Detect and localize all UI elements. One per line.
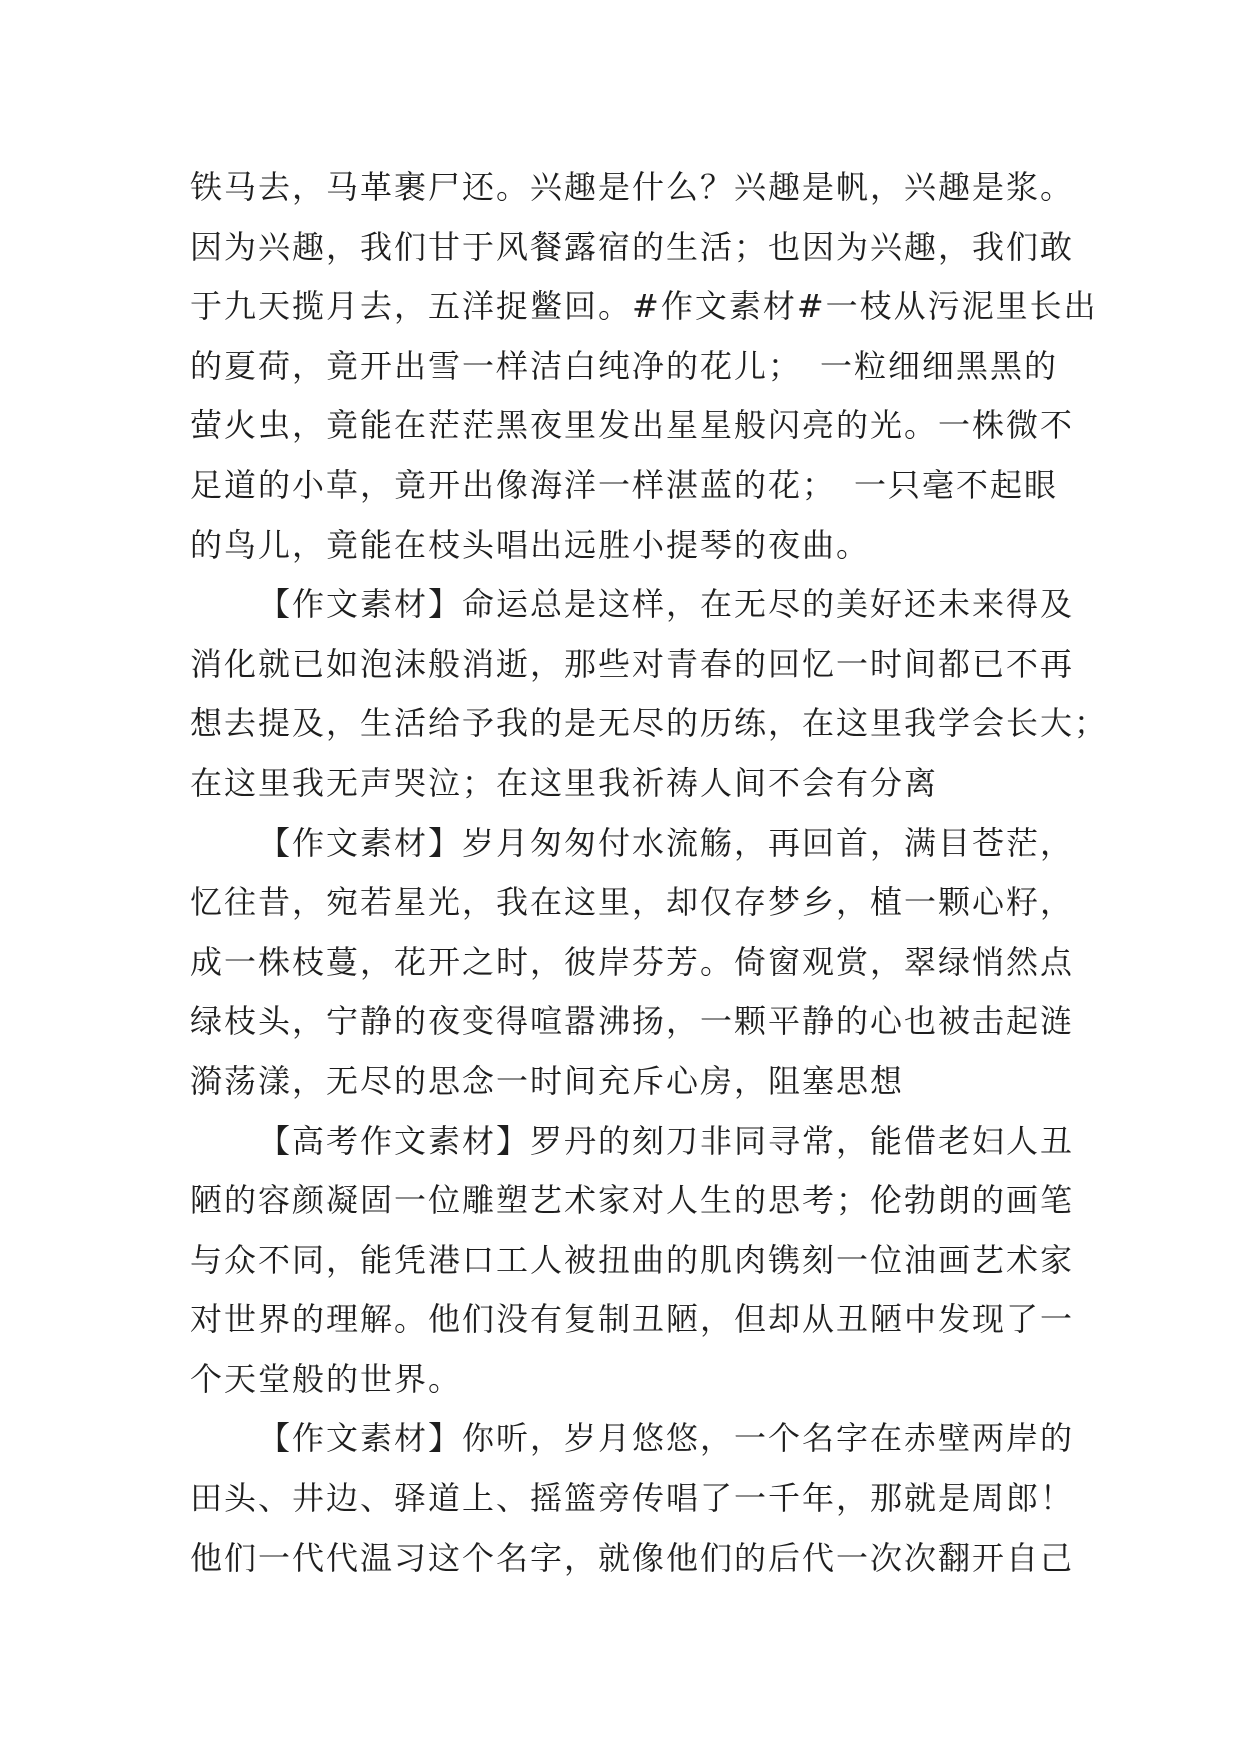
text-line: 田头、井边、驿道上、摇篮旁传唱了一千年，那就是周郎！ bbox=[190, 1479, 1075, 1518]
text-line: 足道的小草，竟开出像海洋一样湛蓝的花； 一只毫不起眼 bbox=[190, 465, 1059, 504]
text-line: 与众不同，能凭港口工人被扭曲的肌肉镌刻一位油画艺术家 bbox=[190, 1240, 1075, 1279]
text-line: 成一株枝蔓，花开之时，彼岸芬芳。倚窗观赏，翠绿悄然点 bbox=[190, 942, 1075, 981]
paragraph-2 bbox=[190, 575, 1109, 813]
paragraph-3 bbox=[190, 814, 1075, 1112]
text-line: 铁马去，马革裹尸还。兴趣是什么？兴趣是帆，兴趣是浆。 bbox=[190, 168, 1075, 206]
paragraph-5 bbox=[190, 1409, 1075, 1588]
text-line: 忆往昔，宛若星光，我在这里，却仅存梦乡，植一颗心籽， bbox=[190, 883, 1075, 922]
text-line: 想去提及，生活给予我的是无尽的历练，在这里我学会长大； bbox=[190, 704, 1109, 743]
text-line: 他们一代代温习这个名字，就像他们的后代一次次翻开自己 bbox=[190, 1538, 1075, 1577]
text-line: 消化就已如泡沫般消逝，那些对青春的回忆一时间都已不再 bbox=[190, 644, 1075, 683]
text-line: 对世界的理解。他们没有复制丑陋，但却从丑陋中发现了一 bbox=[190, 1300, 1075, 1339]
text-line: 【作文素材】岁月匆匆付水流觞，再回首，满目苍茫， bbox=[258, 823, 1075, 862]
text-line: 【高考作文素材】罗丹的刻刀非同寻常，能借老妇人丑 bbox=[258, 1121, 1075, 1160]
text-line: 的鸟儿，竟能在枝头唱出远胜小提琴的夜曲。 bbox=[190, 525, 871, 564]
body-text bbox=[190, 158, 1109, 1588]
text-line: 萤火虫，竟能在茫茫黑夜里发出星星般闪亮的光。一株微不 bbox=[190, 406, 1075, 445]
text-line: 漪荡漾，无尽的思念一时间充斥心房，阻塞思想 bbox=[190, 1061, 905, 1100]
text-line: 在这里我无声哭泣；在这里我祈祷人间不会有分离 bbox=[190, 763, 939, 802]
paragraph-1 bbox=[190, 158, 1098, 575]
text-line: 的夏荷，竟开出雪一样洁白纯净的花儿； 一粒细细黑黑的 bbox=[190, 346, 1059, 385]
text-line: 【作文素材】你听，岁月悠悠，一个名字在赤壁两岸的 bbox=[258, 1419, 1075, 1458]
text-line: 陋的容颜凝固一位雕塑艺术家对人生的思考；伦勃朗的画笔 bbox=[190, 1181, 1075, 1220]
text-line: 于九天揽月去，五洋捉鳖回。#作文素材#一枝从污泥里长出 bbox=[190, 287, 1098, 326]
text-line: 因为兴趣，我们甘于风餐露宿的生活；也因为兴趣，我们敢 bbox=[190, 227, 1075, 266]
paragraph-4 bbox=[190, 1112, 1075, 1410]
text-line: 个天堂般的世界。 bbox=[190, 1359, 463, 1398]
text-line: 绿枝头，宁静的夜变得喧嚣沸扬，一颗平静的心也被击起涟 bbox=[190, 1002, 1075, 1041]
text-line: 【作文素材】命运总是这样，在无尽的美好还未来得及 bbox=[258, 585, 1075, 624]
